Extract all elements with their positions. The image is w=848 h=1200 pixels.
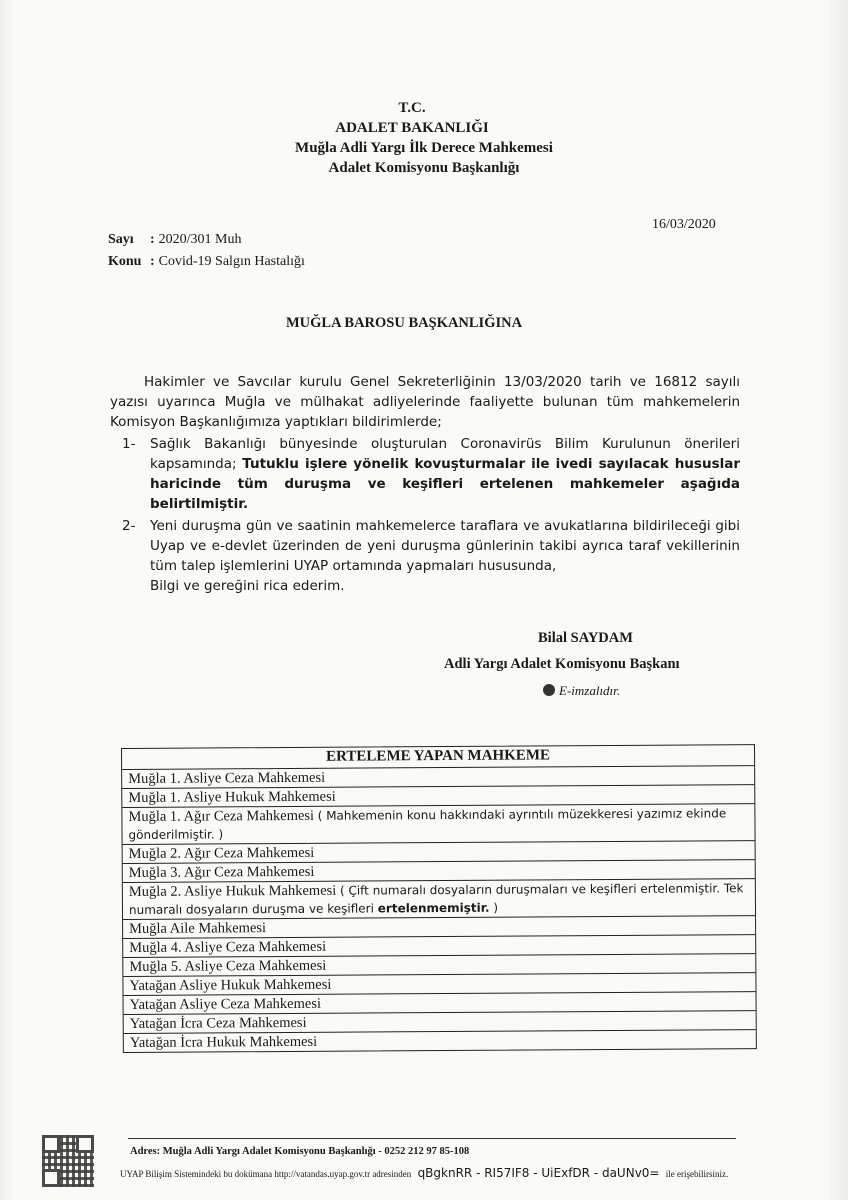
konu-value: Covid-19 Salgın Hastalığı bbox=[158, 254, 305, 269]
court-name: Muğla 1. Asliye Hukuk Mahkemesi bbox=[128, 788, 336, 806]
sayi-label: Sayı bbox=[108, 232, 134, 247]
closing-sentence: Bilgi ve gereğini rica ederim. bbox=[150, 578, 345, 594]
court-name: Yatağan İcra Ceza Mahkemesi bbox=[129, 1014, 307, 1032]
letter-body bbox=[110, 372, 740, 596]
document-date: 16/03/2020 bbox=[652, 217, 716, 232]
courts-table bbox=[121, 744, 757, 1053]
list-item-1 bbox=[110, 434, 740, 514]
scan-edge-left bbox=[0, 0, 14, 1200]
court-note-text: ( Çift numaralı dosyaların duruşmaları ve keşifleri ertelenmiştir. Tek numaralı dosyaların duruşma ve keşifleri bbox=[128, 881, 744, 917]
court-note-text: ( Mahkemenin konu hakkındaki ayrıntılı müzekkeresi yazımız ekinde gönderilmiştir. ) bbox=[128, 806, 727, 842]
list-item-2 bbox=[110, 516, 740, 576]
uyap-suffix: ile erişebilirsiniz. bbox=[665, 1169, 729, 1179]
signer-title: Adli Yargı Adalet Komisyonu Başkanı bbox=[444, 656, 680, 672]
uyap-verification-code: qBgknRR - RI57IF8 - UiExfDR - daUNv0= bbox=[417, 1166, 660, 1180]
header-line-ministry: ADALET BAKANLIĞI bbox=[335, 120, 489, 136]
footer-address: Adres: Muğla Adli Yargı Adalet Komisyonu Başkanlığı - 0252 212 97 85-108 bbox=[130, 1146, 470, 1157]
item-1-text: Sağlık Bakanlığı bünyesinde oluşturulan Coronavirüs Bilim Kurulunun önerileri kapsamında; bbox=[150, 436, 740, 472]
court-note-end: ) bbox=[493, 900, 499, 915]
item-2-text: Yeni duruşma gün ve saatinin mahkemelerce taraflara ve avukatlarına bildirileceği gibi Uyap ve e-devlet üzerinden de yeni duruşma günlerinin takibi ayrıca taraf vekillerinin tüm talep işlemlerini UYAP ortamında yapmaları hususunda, bbox=[150, 518, 740, 574]
item-2-number: 2- bbox=[122, 518, 136, 534]
meta-sayi: Sayı : 2020/301 Muh bbox=[108, 232, 242, 247]
e-signature-note bbox=[543, 683, 620, 699]
e-signature-label: E-imzalıdır. bbox=[559, 683, 621, 698]
sayi-value: 2020/301 Muh bbox=[158, 232, 242, 247]
court-name: Muğla Aile Mahkemesi bbox=[129, 920, 267, 937]
court-name: Muğla 1. Ağır Ceza Mahkemesi bbox=[128, 807, 315, 825]
court-name: Muğla 1. Asliye Ceza Mahkemesi bbox=[128, 769, 326, 787]
signer-name: Bilal SAYDAM bbox=[538, 630, 633, 646]
footer-uyap-line bbox=[120, 1166, 728, 1180]
footer-divider bbox=[128, 1138, 736, 1139]
qr-finder-top-right bbox=[76, 1135, 94, 1153]
court-name: Muğla 5. Asliye Ceza Mahkemesi bbox=[129, 957, 327, 975]
court-name: Muğla 2. Ağır Ceza Mahkemesi bbox=[128, 844, 315, 862]
header-line-tc: T.C. bbox=[398, 100, 426, 116]
qr-finder-top-left bbox=[42, 1135, 60, 1153]
item-1-number: 1- bbox=[122, 436, 136, 452]
court-name: Yatağan Asliye Ceza Mahkemesi bbox=[129, 995, 322, 1013]
table-row bbox=[122, 804, 754, 845]
uyap-prefix: UYAP Bilişim Sistemindeki bu dokümana http://vatandas.uyap.gov.tr adresinden bbox=[120, 1169, 412, 1179]
court-name: Yatağan Asliye Hukuk Mahkemesi bbox=[129, 976, 332, 994]
meta-konu: Konu : Covid-19 Salgın Hastalığı bbox=[108, 254, 305, 269]
table-header: ERTELEME YAPAN MAHKEME bbox=[122, 745, 754, 770]
court-name: Yatağan İcra Hukuk Mahkemesi bbox=[129, 1033, 318, 1051]
court-note-bold: ertelenmemiştir. bbox=[377, 900, 490, 916]
qr-code-icon bbox=[42, 1135, 94, 1187]
table-row bbox=[123, 879, 755, 920]
intro-paragraph: Hakimler ve Savcılar kurulu Genel Sekreterliğinin 13/03/2020 tarih ve 16812 sayılı yazısı uyarınca Muğla ve mülhakat adliyelerinde faaliyette bulunan tüm mahkemelerin Komisyon Başkanlığımıza yaptıkları bildirimlerde; bbox=[110, 374, 740, 430]
scan-edge-right bbox=[826, 0, 848, 1200]
seal-icon bbox=[543, 684, 555, 696]
court-name: Muğla 4. Asliye Ceza Mahkemesi bbox=[129, 938, 327, 956]
table-row bbox=[124, 1030, 756, 1052]
qr-finder-bottom-left bbox=[42, 1169, 60, 1187]
table-body bbox=[122, 766, 756, 1052]
konu-label: Konu bbox=[108, 254, 142, 269]
recipient: MUĞLA BAROSU BAŞKANLIĞINA bbox=[286, 315, 523, 331]
court-name: Muğla 3. Ağır Ceza Mahkemesi bbox=[128, 863, 315, 881]
header-line-commission: Adalet Komisyonu Başkanlığı bbox=[328, 160, 520, 176]
header-line-court: Muğla Adli Yargı İlk Derece Mahkemesi bbox=[295, 140, 553, 156]
court-name: Muğla 2. Asliye Hukuk Mahkemesi bbox=[128, 882, 337, 900]
item-1-bold-text: Tutuklu işlere yönelik kovuşturmalar ile ivedi sayılacak hususlar haricinde tüm duruşma ve keşifleri ertelenen mahkemeler aşağıda belirtilmiştir. bbox=[150, 456, 740, 512]
